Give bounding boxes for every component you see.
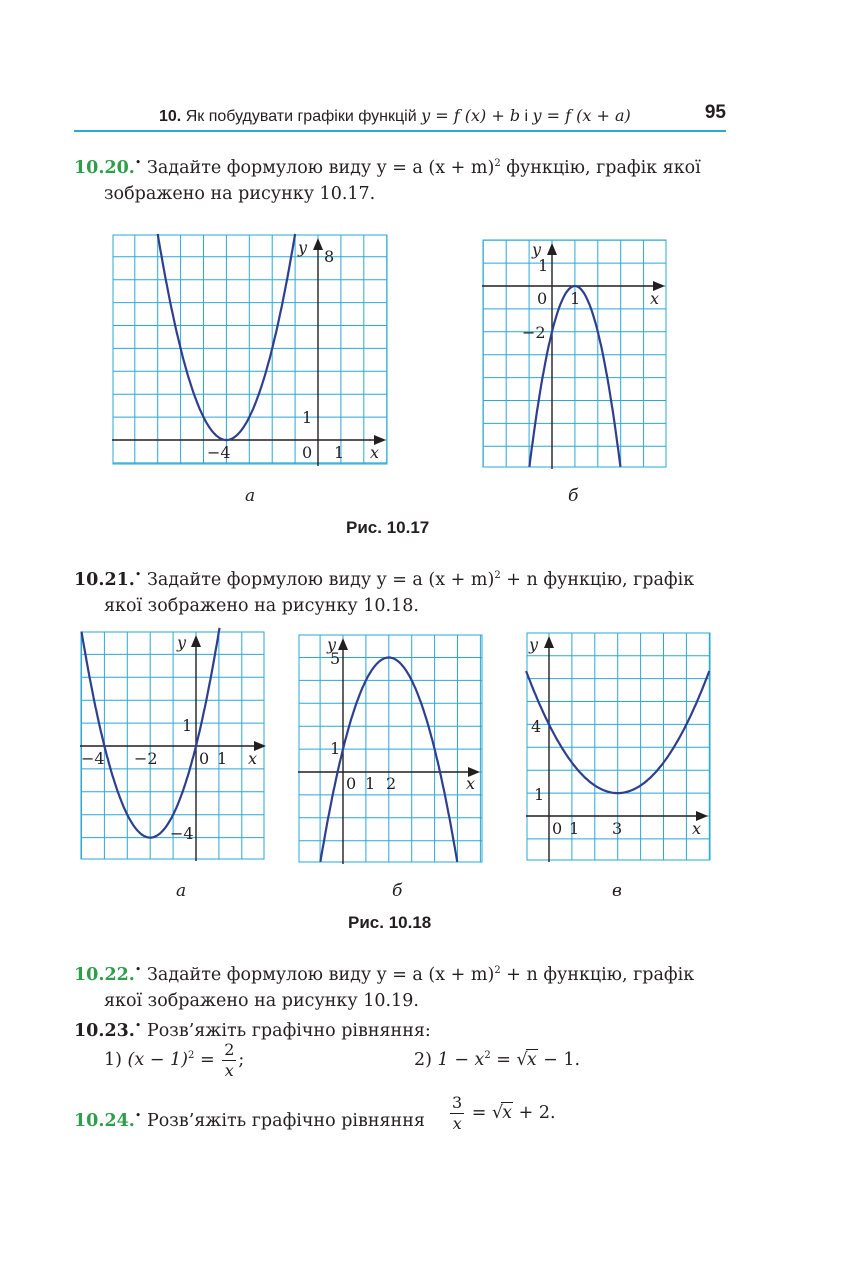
- x-axis-label: x: [466, 774, 476, 793]
- fraction: [222, 1040, 236, 1081]
- problem-number: 10.24.: [74, 1110, 135, 1131]
- fraction-denominator: x: [224, 1061, 234, 1080]
- header-formula-1: y = f (x) + b: [421, 106, 521, 125]
- tick-label-y-neg4: −4: [170, 824, 194, 843]
- equation-1: [104, 1040, 244, 1081]
- y-axis-arrow: [544, 636, 554, 648]
- equation-end: − 1.: [543, 1050, 581, 1070]
- equation-2: [414, 1050, 580, 1070]
- equals-sign: =: [471, 1103, 487, 1123]
- tick-label-neg2: −2: [522, 323, 546, 342]
- problem-text: Задайте формулою виду y = a (x + m): [146, 569, 495, 590]
- tick-label-neg4: −4: [207, 443, 231, 462]
- figure-caption-10-18: Рис. 10.18: [348, 913, 432, 932]
- y-axis-label: y: [298, 238, 308, 257]
- problem-number: 10.22.: [74, 964, 135, 985]
- tick-label-0: 0: [552, 819, 563, 838]
- difficulty-mark: •: [134, 1109, 142, 1122]
- y-axis-label: y: [327, 635, 337, 654]
- tick-label-8: 8: [324, 247, 335, 266]
- tick-label-neg4: −4: [81, 749, 105, 768]
- graph-10-17-a: [112, 234, 392, 468]
- y-axis-arrow: [191, 635, 201, 647]
- x-axis-label: x: [650, 289, 660, 308]
- equation-3: [448, 1093, 556, 1134]
- running-header: [74, 100, 726, 132]
- tick-label-x1: 1: [365, 774, 376, 793]
- tick-label-y5: 5: [330, 649, 341, 668]
- fraction: [450, 1093, 464, 1134]
- exponent: 2: [494, 965, 501, 976]
- subfigure-label-c: в: [612, 881, 622, 901]
- tick-label-y1: 1: [534, 785, 545, 804]
- tick-label-x1: 1: [569, 819, 580, 838]
- tick-label-0: 0: [346, 774, 357, 793]
- problem-text-2: функцію, графік якої: [500, 157, 701, 178]
- fraction-denominator: x: [452, 1114, 462, 1133]
- header-connector: і: [524, 108, 529, 125]
- problem-number: 10.23.: [74, 1020, 135, 1041]
- tick-label-neg2: −2: [134, 749, 158, 768]
- tick-label-y1: 1: [182, 716, 193, 735]
- difficulty-mark: •: [134, 156, 142, 169]
- exponent: 2: [484, 1050, 491, 1062]
- x-axis-label: x: [370, 443, 380, 462]
- tick-label-y4: 4: [531, 717, 542, 736]
- fraction-numerator: 3: [452, 1093, 463, 1112]
- tick-label-x1: 1: [217, 749, 228, 768]
- y-axis-label: y: [529, 635, 539, 654]
- problem-text-3: зображено на рисунку 10.17.: [104, 183, 376, 204]
- equation-label: 2): [414, 1050, 432, 1070]
- tick-label-x1: 1: [570, 289, 581, 308]
- gridlines: [483, 240, 666, 467]
- problem-text: Задайте формулою виду y = a (x + m): [146, 157, 495, 178]
- problem-text-3: якої зображено на рисунку 10.18.: [104, 595, 419, 616]
- tick-label-x2: 2: [386, 774, 397, 793]
- section-number: 10.: [159, 108, 182, 125]
- subfigure-label-a: а: [245, 486, 256, 506]
- difficulty-mark: •: [134, 568, 142, 581]
- equation-end: + 2.: [518, 1103, 556, 1123]
- exponent: 2: [494, 158, 501, 169]
- tick-label-0: 0: [302, 443, 313, 462]
- problem-10-22: [74, 957, 726, 1014]
- problem-number: 10.21.: [74, 569, 135, 590]
- exponent: 2: [494, 570, 501, 581]
- header-formula-2: y = f (x + a): [532, 106, 631, 125]
- y-axis-label: y: [532, 240, 542, 259]
- tick-label-0: 0: [537, 289, 548, 308]
- problem-10-24: [74, 1103, 425, 1134]
- y-axis-label: y: [177, 633, 187, 652]
- graph-10-18-a: [80, 631, 266, 861]
- graph-10-17-b: [482, 239, 668, 469]
- equals-sign: =: [199, 1050, 215, 1070]
- problem-text-2: + n функцію, графік: [500, 569, 695, 590]
- difficulty-mark: •: [134, 963, 142, 976]
- sqrt-sign: √: [492, 1103, 504, 1123]
- x-axis-label: x: [692, 819, 702, 838]
- equation-end: ;: [238, 1050, 245, 1070]
- header-title: [159, 106, 631, 126]
- tick-label-y1: 1: [302, 408, 313, 427]
- page-number: 95: [704, 102, 726, 123]
- equation-left: 1 − x: [437, 1050, 485, 1070]
- subfigure-label-a: а: [176, 881, 187, 901]
- tick-label-x3: 3: [612, 819, 623, 838]
- problem-number: 10.20.: [74, 157, 135, 178]
- problem-10-20: [74, 150, 726, 207]
- subfigure-label-b: б: [568, 486, 579, 506]
- tick-label-x1: 1: [334, 443, 345, 462]
- gridlines: [113, 235, 387, 464]
- difficulty-mark: •: [134, 1019, 142, 1032]
- subfigure-label-b: б: [392, 881, 403, 901]
- tick-label-y1: 1: [538, 256, 549, 275]
- grid: [113, 235, 387, 464]
- tick-label-0: 0: [199, 749, 210, 768]
- x-axis-label: x: [248, 749, 258, 768]
- figure-caption-10-17: Рис. 10.17: [346, 518, 430, 537]
- problem-text-3: якої зображено на рисунку 10.19.: [104, 990, 419, 1011]
- radicand: x: [526, 1050, 537, 1070]
- graph-10-18-c: [526, 632, 712, 862]
- problem-text: Розв’яжіть графічно рівняння:: [146, 1020, 431, 1041]
- header-title-text: Як побудувати графіки функцій: [185, 108, 417, 125]
- problem-10-21: [74, 562, 726, 619]
- problem-text: Розв’яжіть графічно рівняння: [146, 1110, 425, 1131]
- problem-text: Задайте формулою виду y = a (x + m): [146, 964, 495, 985]
- exponent: 2: [188, 1050, 195, 1062]
- fraction-numerator: 2: [224, 1040, 235, 1059]
- radicand: x: [502, 1103, 513, 1123]
- equation-left: (x − 1): [127, 1050, 188, 1070]
- problem-text-2: + n функцію, графік: [500, 964, 695, 985]
- y-axis-arrow: [313, 238, 323, 250]
- y-axis-arrow: [547, 243, 557, 255]
- tick-label-y1: 1: [330, 739, 341, 758]
- equals-sign: =: [496, 1050, 511, 1070]
- sqrt-sign: √: [516, 1050, 528, 1070]
- graph-10-18-b: [298, 634, 484, 864]
- equation-label: 1): [104, 1050, 122, 1070]
